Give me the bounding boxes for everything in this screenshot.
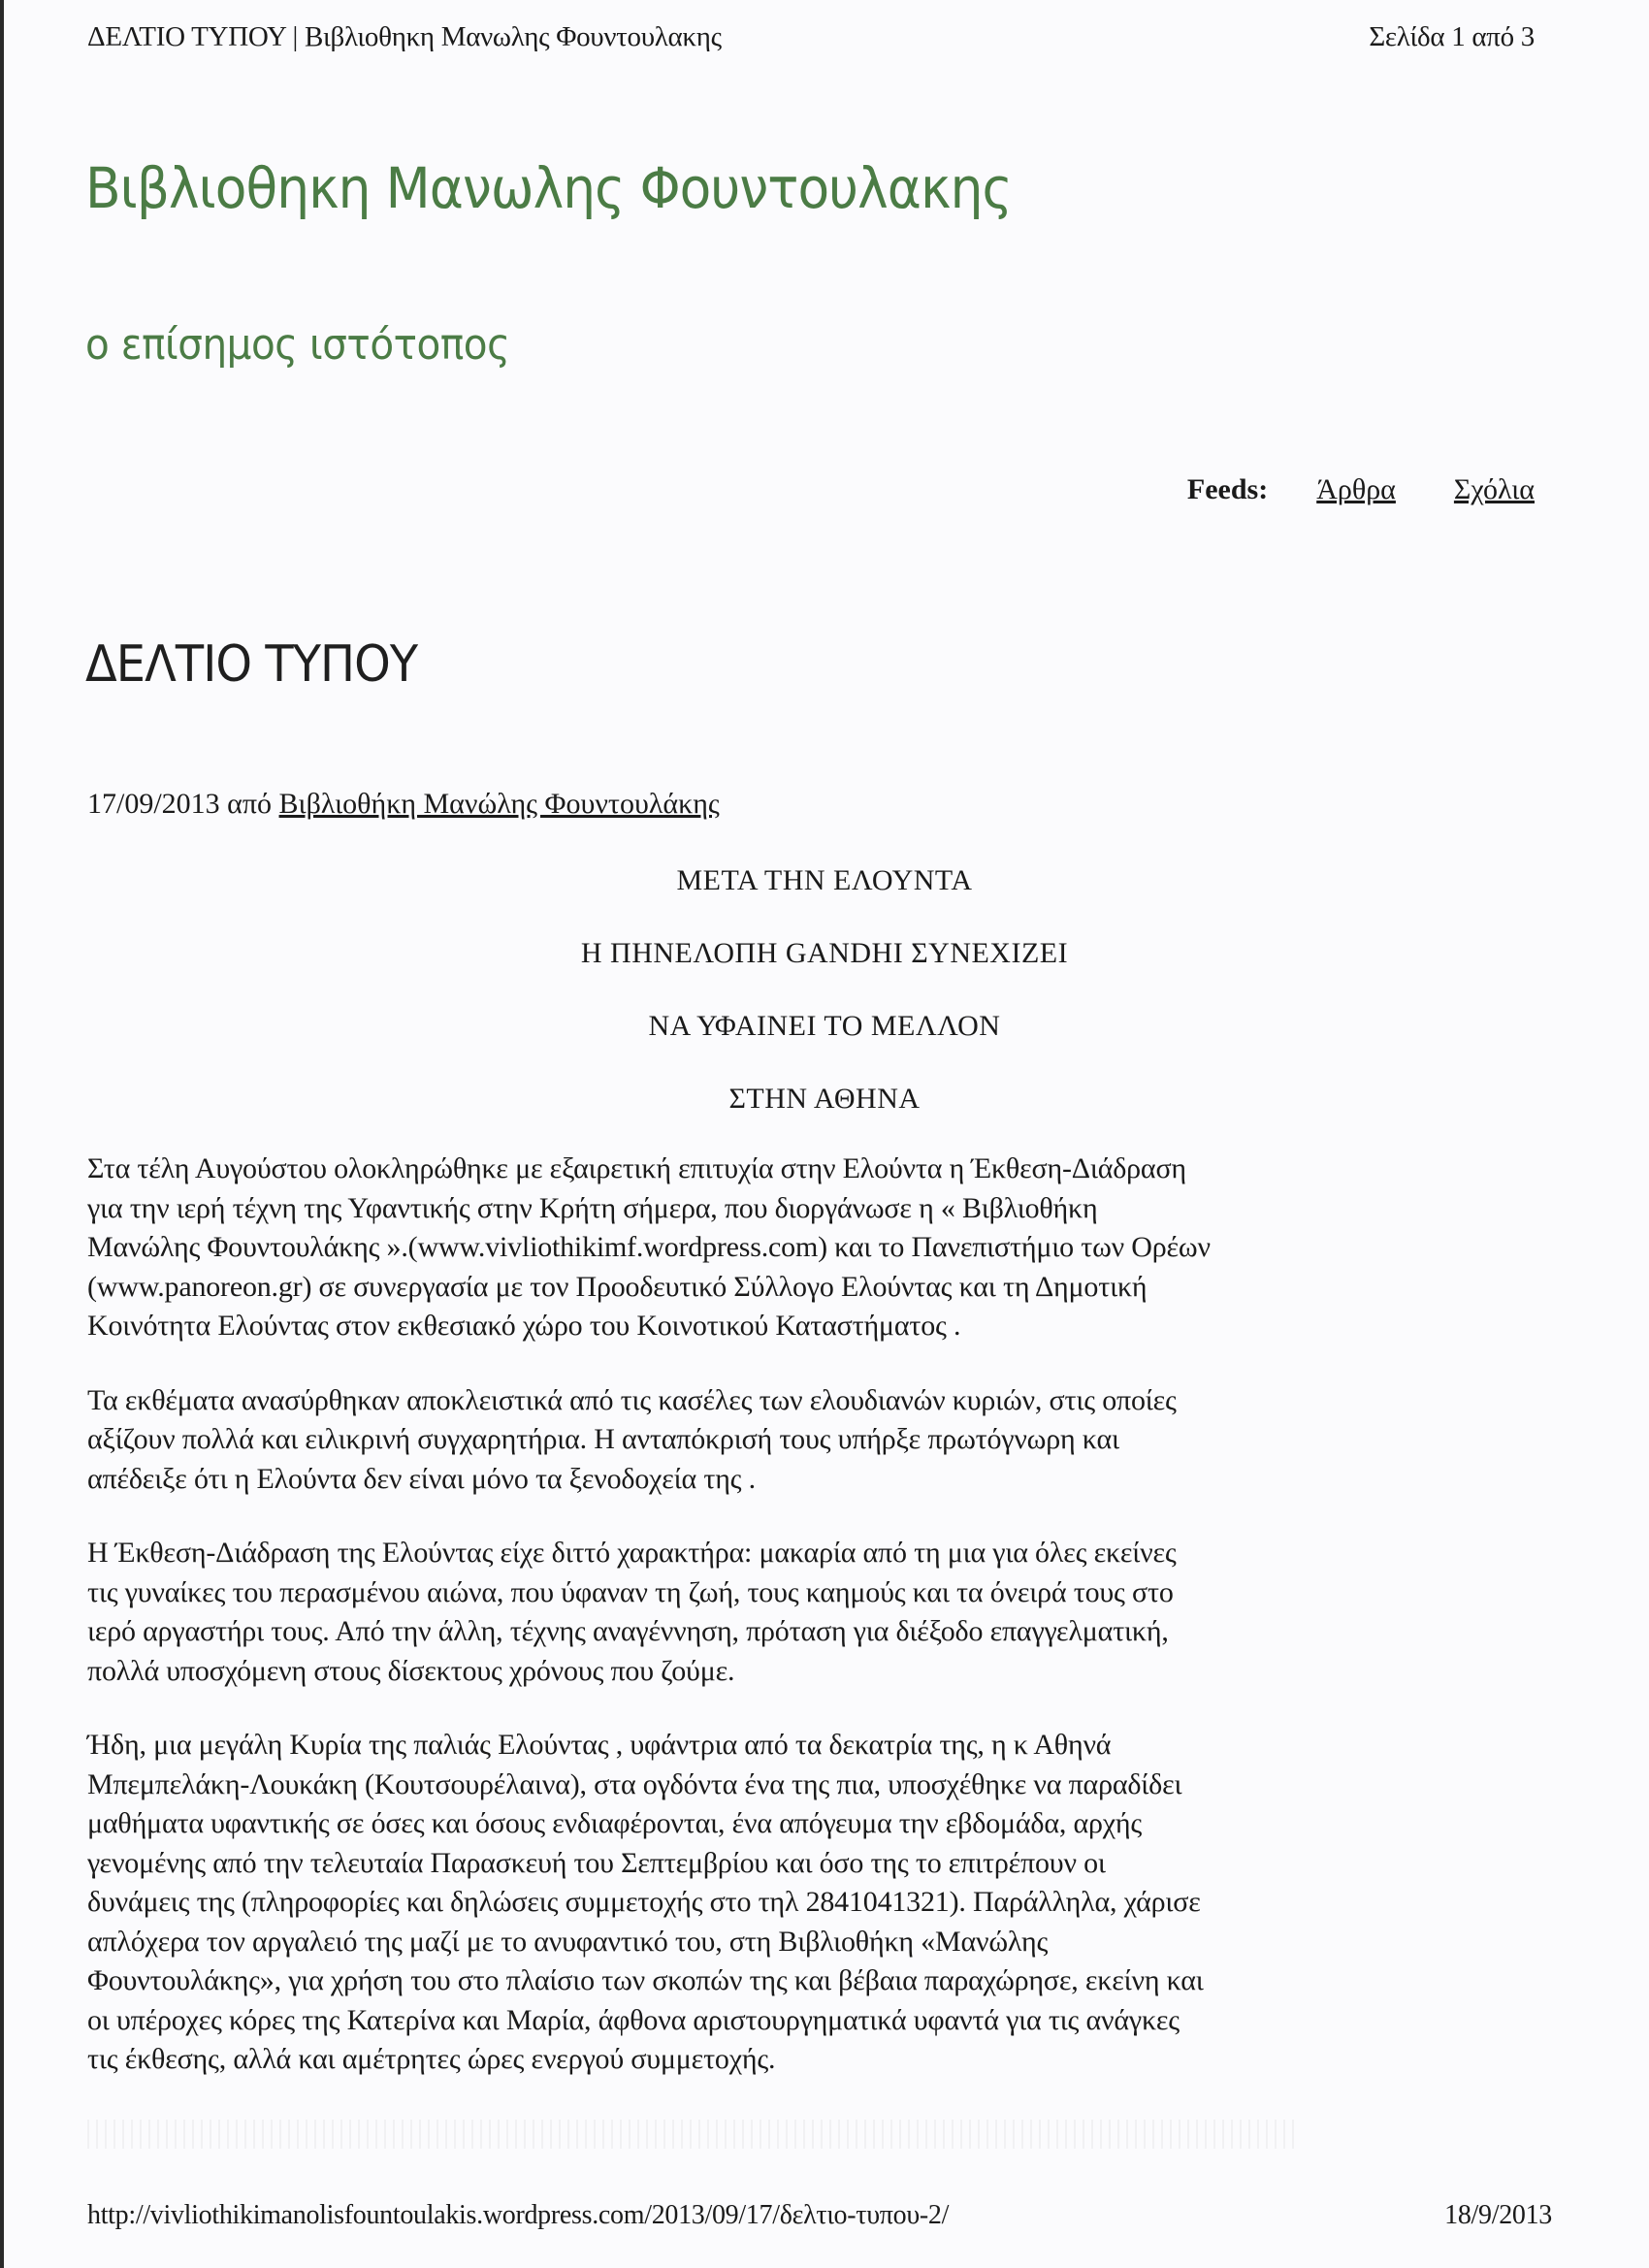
print-footer	[87, 2200, 1552, 2231]
headline-line: ΜΕΤΑ ΤΗΝ ΕΛΟΥΝΤΑ	[676, 864, 973, 896]
post-date: 17/09/2013	[87, 788, 220, 820]
post-meta	[87, 788, 720, 821]
text-line: ιερό αργαστήρι τους. Από την άλλη, τέχνης αναγέννηση, πρόταση για διέξοδο επαγγελματική,	[87, 1615, 1169, 1647]
headline-line: ΝΑ ΥΦΑΙΝΕΙ ΤΟ ΜΕΛΛΟΝ	[648, 1010, 1001, 1042]
paragraph-4	[87, 1726, 1542, 2080]
print-date: 18/9/2013	[1444, 2200, 1552, 2230]
text-line: μαθήματα υφαντικής σε όσες και όσους ενδιαφέρονται, ένα απόγευμα την εβδομάδα, αρχής	[87, 1807, 1143, 1839]
text-line: Τα εκθέματα ανασύρθηκαν αποκλειστικά από τις κασέλες των ελουδιανών κυριών, στις οποίες	[87, 1383, 1177, 1416]
print-header-title: ΔΕΛΤΙΟ ΤΥΠΟΥ | Βιβλιοθηκη Μανωλης Φουντουλακης	[87, 21, 722, 52]
scan-artifact	[87, 2120, 1300, 2149]
post-title: ΔΕΛΤΙΟ ΤΥΠΟΥ	[85, 635, 418, 694]
text-line: Μανώλης Φουντουλάκης ».(www.vivliothikimf.wordpress.com) και το Πανεπιστήμιο των Ορέων	[87, 1231, 1211, 1263]
text-line: Στα τέλη Αυγούστου ολοκληρώθηκε με εξαιρετική επιτυχία στην Ελούντα η Έκθεση-Διάδραση	[87, 1152, 1186, 1184]
text-line: αξίζουν πολλά και ειλικρινή συγχαρητήρια. Η ανταπόκρισή τους υπήρξε πρωτόγνωρη και	[87, 1423, 1119, 1455]
headline-line: ΣΤΗΝ ΑΘΗΝΑ	[728, 1083, 921, 1115]
page-indicator: Σελίδα 1 από 3	[1369, 21, 1535, 52]
text-line: (www.panoreon.gr) σε συνεργασία με τον Προοδευτικό Σύλλογο Ελούντας και τη Δημοτική	[87, 1270, 1148, 1303]
text-line: Φουντουλάκης», για χρήση του στο πλαίσιο των σκοπών της και βέβαια παραχώρησε, εκείνη και	[87, 1964, 1204, 1996]
text-line: πολλά υποσχόμενη στους δίσεκτους χρόνους που ζούμε.	[87, 1654, 735, 1687]
text-line: Κοινότητα Ελούντας στον εκθεσιακό χώρο του Κοινοτικού Καταστήματος .	[87, 1310, 961, 1342]
text-line: γενομένης από την τελευταία Παρασκευή του Σεπτεμβρίου και όσο της το επιτρέπουν οι	[87, 1846, 1106, 1879]
site-title[interactable]: Βιβλιοθηκη Μανωλης Φουντουλακης	[85, 155, 1012, 221]
headline-line: Η ΠΗΝΕΛΟΠΗ GANDHI ΣΥΝΕΧΙΖΕΙ	[580, 937, 1069, 969]
text-line: δυνάμεις της (πληροφορίες και δηλώσεις συμμετοχής στο τηλ 2841041321). Παράλληλα, χάρισε	[87, 1886, 1201, 1918]
paragraph-2	[87, 1381, 1542, 1500]
paragraph-1	[87, 1150, 1542, 1346]
page-url: http://vivliothikimanolisfountoulakis.wordpress.com/2013/09/17/δελτιο-τυπου-2/	[87, 2200, 950, 2230]
feed-link-articles[interactable]: Άρθρα	[1316, 473, 1396, 505]
text-line: Μπεμπελάκη-Λουκάκη (Κουτσουρέλαινα), στα ογδόντα ένα της πια, υποσχέθηκε να παραδίδει	[87, 1767, 1182, 1800]
post-by: από	[227, 788, 273, 820]
text-line: οι υπέροχες κόρες της Κατερίνα και Μαρία, άφθονα αριστουργηματικά υφαντά για τις ανάγκες	[87, 2003, 1180, 2036]
text-line: τις γυναίκες του περασμένου αιώνα, που ύφαναν τη ζωή, τους καημούς και τα όνειρά τους στο	[87, 1575, 1174, 1608]
feed-link-comments[interactable]: Σχόλια	[1453, 473, 1535, 505]
print-header	[87, 21, 1535, 53]
text-line: απέδειξε ότι η Ελούντα δεν είναι μόνο τα ξενοδοχεία της .	[87, 1462, 756, 1495]
feeds-label: Feeds:	[1186, 473, 1269, 505]
site-tagline: ο επίσημος ιστότοπος	[85, 320, 510, 370]
feeds-bar	[1187, 473, 1535, 506]
text-line: Η Έκθεση-Διάδραση της Ελούντας είχε διττό χαρακτήρα: μακαρία από τη μια για όλες εκείνες	[87, 1537, 1177, 1569]
press-release-headline	[0, 859, 1649, 1150]
text-line: Ήδη, μια μεγάλη Κυρία της παλιάς Ελούντας , υφάντρια από τα δεκατρία της, η κ Αθηνά	[87, 1729, 1112, 1761]
text-line: τις έκθεσης, αλλά και αμέτρητες ώρες ενεργού συμμετοχής.	[87, 2043, 776, 2075]
post-body	[87, 1150, 1542, 2115]
paragraph-3	[87, 1534, 1542, 1691]
text-line: για την ιερή τέχνη της Υφαντικής στην Κρήτη σήμερα, που διοργάνωσε η « Βιβλιοθήκη	[87, 1191, 1098, 1224]
text-line: απλόχερα τον αργαλειό της μαζί με το ανυφαντικό του, στη Βιβλιοθήκη «Μανώλης	[87, 1925, 1049, 1958]
post-author-link[interactable]: Βιβλιοθήκη Μανώλης Φουντουλάκης	[278, 788, 720, 820]
